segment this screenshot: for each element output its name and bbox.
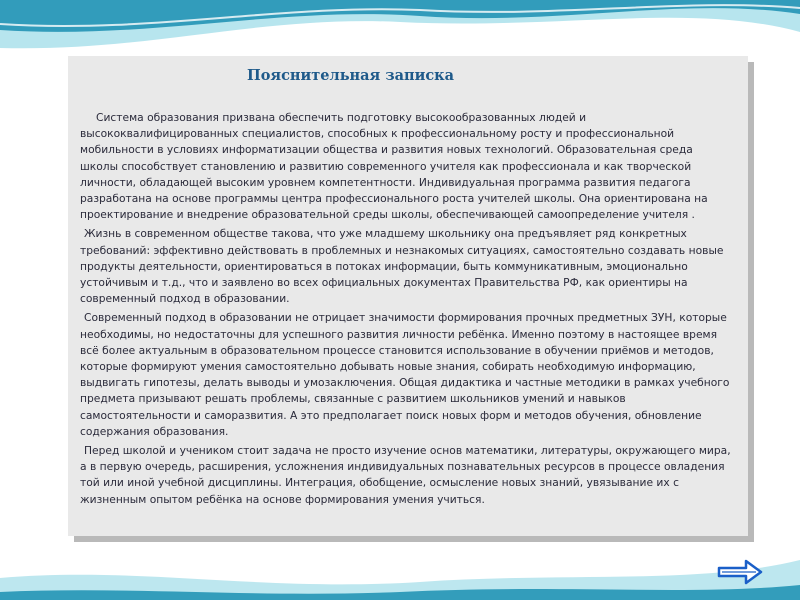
paragraph-4: Перед школой и учеником стоит задача не просто изучение основ математики, литературы, окружающего мира, а в первую очередь, расширения, усложнения индивидуальных познавательных ресурсов в процессе овладения той или иной учебной дисциплины. Интеграция, обобщение, осмысление новых знаний, увязывание их с жизненным опытом ребёнка на основе формирования умения учиться.	[80, 444, 731, 506]
paragraph-3: Современный подход в образовании не отрицает значимости формирования прочных предметных ЗУН, которые необходимы, но недостаточны для успешного развития личности ребёнка. Именно поэтому в настоящее время всё более актуальным в образовательном процессе становится использование в обучении приёмов и методов, которые формируют умения самостоятельно добывать новые знания, собирать необходимую информацию, выдвигать гипотезы, делать выводы и умозаключения. Общая дидактика и частные методики в рамках учебного предмета призывают решать проблемы, связанные с развитием школьников умений и навыков самостоятельности и саморазвития. А это предполагает поиск новых форм и методов обучения, обновление содержания образования.	[80, 311, 730, 438]
explanatory-note-text	[80, 110, 732, 511]
paragraph-2: Жизнь в современном обществе такова, что уже младшему школьнику она предъявляет ряд конкретных требований: эффективно действовать в проблемных и незнакомых ситуациях, самостоятельно создавать новые продукты деятельности, ориентироваться в потоках информации, быть коммуникативным, эмоционально устойчивым и т.д., что и заявлено во всех официальных документах Правительства РФ, как ориентиры на современный подход в образовании.	[80, 227, 724, 306]
paragraph-1: Система образования призвана обеспечить подготовку высокообразованных людей и высококвалифицированных специалистов, способных к профессиональному росту и профессиональной мобильности в условиях информатизации общества и развития новых технологий. Образовательная среда школы способствует становлению и развитию современного учителя как профессионала и как творческой личности, обладающей высоким уровнем компетентности. Индивидуальная программа развития педагога разработана на основе программы центра профессионального роста учителей школы. Она ориентирована на проектирование и внедрение образовательной среды школы, обеспечивающей самоопределение учителя .	[80, 111, 708, 222]
slide-title: Пояснительная записка	[247, 67, 455, 84]
arrow-right-icon	[716, 557, 764, 587]
next-slide-button[interactable]	[716, 557, 764, 587]
